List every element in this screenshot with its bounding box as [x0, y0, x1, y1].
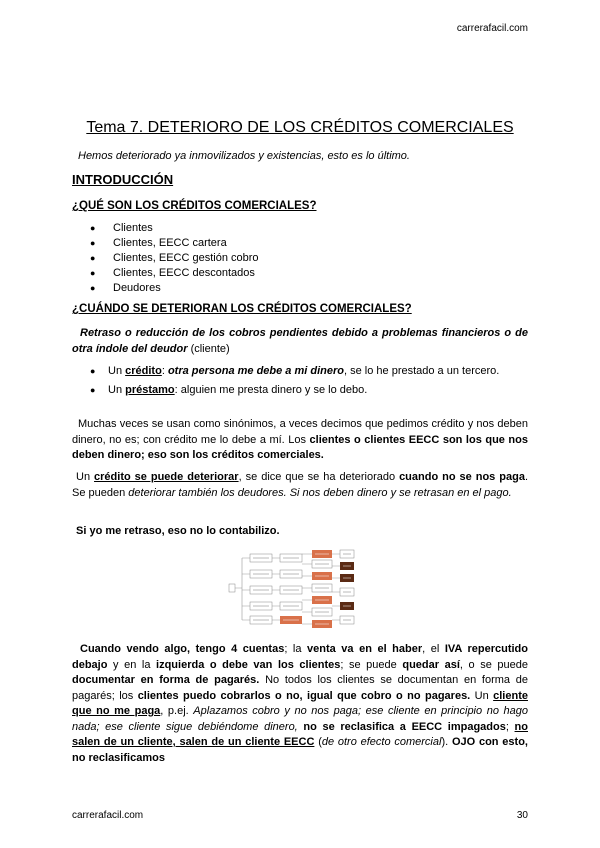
- accounts-flow-diagram: [228, 548, 376, 632]
- list-item: ● Clientes, EECC descontados: [90, 267, 255, 279]
- list-item-credito: ● Un crédito: otra persona me debe a mi dinero, se lo he prestado a un tercero.: [90, 364, 528, 380]
- bullet-icon: ●: [90, 268, 96, 278]
- bullet-icon: ●: [90, 253, 96, 263]
- intro-note: Hemos deteriorado ya inmovilizados y existencias, esto es lo último.: [78, 150, 410, 162]
- question-heading-cuando: ¿CUÁNDO SE DETERIORAN LOS CRÉDITOS COMERCIALES?: [72, 303, 412, 315]
- bullet-icon: ●: [90, 223, 96, 233]
- paragraph-deteriorar: Un crédito se puede deteriorar, se dice que se ha deteriorado cuando no se nos paga. Se pueden deteriorar también los deudores. Si nos deben dinero y se retrasan en el pago.: [72, 471, 528, 499]
- bullet-icon: ●: [90, 283, 96, 293]
- page-number: 30: [516, 810, 528, 821]
- credit-types-list: [90, 221, 259, 296]
- bullet-icon: ●: [90, 238, 96, 248]
- bullet-icon: ●: [90, 384, 96, 395]
- list-item: ● Clientes, EECC gestión cobro: [90, 252, 259, 264]
- section-heading-introduccion: INTRODUCCIÓN: [72, 172, 174, 187]
- list-item-prestamo: ● Un préstamo: alguien me presta dinero y se lo debo.: [90, 383, 528, 399]
- question-heading-que-son: ¿QUÉ SON LOS CRÉDITOS COMERCIALES?: [72, 200, 317, 212]
- paragraph-retraso-propio: Si yo me retraso, eso no lo contabilizo.: [76, 525, 280, 537]
- bullet-icon: ●: [90, 366, 96, 376]
- paragraph-sinonimos: Muchas veces se usan como sinónimos, a veces decimos que pedimos crédito y nos deben dinero, no es; con crédito me lo debe a mí. Los clientes o clientes EECC son los que nos deben dinero; eso son los créditos comerciales.: [72, 418, 528, 461]
- paragraph-retraso: Retraso o reducción de los cobros pendientes debido a problemas financieros o de otra índole del deudor (cliente): [72, 327, 528, 355]
- footer-site: carrerafacil.com: [72, 810, 144, 821]
- list-item: ● Clientes, EECC cartera: [90, 237, 227, 249]
- paragraph-cuentas: Cuando vendo algo, tengo 4 cuentas; la venta va en el haber, el IVA repercutido debajo y en la izquierda o debe van los clientes; se puede quedar así, o se puede documentar en forma de pagarés. No todos los clientes se documentan en forma de pagarés; los clientes puedo cobrarlos o no, igual que cobro o no pagares. Un cliente que no me paga, p.ej. Aplazamos cobro y no nos paga; ese cliente en principio no hago nada; ese cliente sigue debiéndome dinero, no se reclasifica a EECC impagados; no salen de un cliente, salen de un cliente EECC (de otro efecto comercial). OJO con esto, no reclasificamos: [72, 643, 528, 764]
- list-item: ● Clientes: [90, 222, 153, 234]
- page-title: Tema 7. DETERIORO DE LOS CRÉDITOS COMERCIALES: [86, 119, 514, 136]
- definitions-list: [90, 364, 528, 401]
- header-site: carrerafacil.com: [456, 23, 528, 34]
- list-item: ● Deudores: [90, 282, 161, 294]
